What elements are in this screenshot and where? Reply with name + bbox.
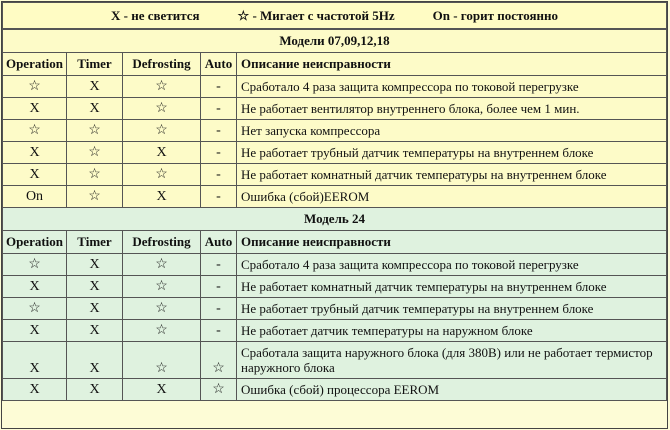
cell-description: Сработало 4 раза защита компрессора по токовой перегрузке	[237, 254, 667, 276]
cell-operation: X	[3, 342, 67, 379]
table-row	[3, 98, 667, 120]
cell-auto: -	[201, 76, 237, 98]
cell-timer: X	[67, 98, 123, 120]
cell-timer: ☆	[67, 164, 123, 186]
cell-timer: X	[67, 342, 123, 379]
cell-defrosting: ☆	[123, 342, 201, 379]
cell-operation: X	[3, 164, 67, 186]
cell-operation: ☆	[3, 120, 67, 142]
section-title-row	[3, 29, 667, 53]
header-defrosting: Defrosting	[123, 231, 201, 254]
cell-defrosting: ☆	[123, 120, 201, 142]
cell-defrosting: X	[123, 142, 201, 164]
cell-defrosting: ☆	[123, 254, 201, 276]
cell-operation: On	[3, 186, 67, 208]
cell-description: Не работает комнатный датчик температуры на внутреннем блоке	[237, 164, 667, 186]
cell-auto: -	[201, 186, 237, 208]
cell-auto: -	[201, 320, 237, 342]
cell-defrosting: ☆	[123, 76, 201, 98]
cell-timer: X	[67, 76, 123, 98]
header-operation: Operation	[3, 231, 67, 254]
cell-operation: ☆	[3, 254, 67, 276]
table-row	[3, 142, 667, 164]
table-row	[3, 298, 667, 320]
column-header-row	[3, 53, 667, 76]
cell-operation: ☆	[3, 76, 67, 98]
cell-defrosting: X	[123, 186, 201, 208]
cell-operation: X	[3, 98, 67, 120]
cell-defrosting: ☆	[123, 320, 201, 342]
cell-operation: X	[3, 142, 67, 164]
header-description: Описание неисправности	[237, 53, 667, 76]
cell-auto: -	[201, 98, 237, 120]
table-row	[3, 186, 667, 208]
cell-operation: X	[3, 276, 67, 298]
header-defrosting: Defrosting	[123, 53, 201, 76]
cell-operation: X	[3, 379, 67, 401]
cell-timer: X	[67, 254, 123, 276]
cell-auto: -	[201, 254, 237, 276]
header-description: Описание неисправности	[237, 231, 667, 254]
table-row	[3, 276, 667, 298]
legend-row	[3, 3, 667, 30]
cell-description: Не работает датчик температуры на наружном блоке	[237, 320, 667, 342]
header-timer: Timer	[67, 231, 123, 254]
cell-description: Ошибка (сбой) процессора EEROM	[237, 379, 667, 401]
table-row	[3, 164, 667, 186]
cell-defrosting: X	[123, 379, 201, 401]
error-code-table-sheet	[1, 1, 668, 429]
cell-defrosting: ☆	[123, 298, 201, 320]
cell-description: Сработала защита наружного блока (для 380В) или не работает термистор наружного блока	[237, 342, 667, 379]
legend-always-on: On - горит постоянно	[432, 7, 558, 23]
legend	[7, 9, 662, 23]
cell-description: Ошибка (сбой)EEROM	[237, 186, 667, 208]
column-header-row	[3, 231, 667, 254]
cell-auto: -	[201, 276, 237, 298]
table-row	[3, 254, 667, 276]
cell-description: Сработало 4 раза защита компрессора по токовой перегрузке	[237, 76, 667, 98]
cell-defrosting: ☆	[123, 98, 201, 120]
cell-timer: X	[67, 320, 123, 342]
cell-operation: ☆	[3, 298, 67, 320]
table-row	[3, 76, 667, 98]
header-auto: Auto	[201, 231, 237, 254]
cell-timer: ☆	[67, 142, 123, 164]
header-operation: Operation	[3, 53, 67, 76]
header-timer: Timer	[67, 53, 123, 76]
cell-description: Не работает комнатный датчик температуры на внутреннем блоке	[237, 276, 667, 298]
cell-timer: X	[67, 276, 123, 298]
table-row	[3, 320, 667, 342]
section-title: Модели 07,09,12,18	[3, 29, 667, 53]
error-code-table	[2, 2, 667, 401]
cell-auto: -	[201, 142, 237, 164]
cell-timer: ☆	[67, 120, 123, 142]
cell-operation: X	[3, 320, 67, 342]
cell-description: Не работает трубный датчик температуры на внутреннем блоке	[237, 298, 667, 320]
cell-timer: X	[67, 298, 123, 320]
section-title: Модель 24	[3, 208, 667, 231]
cell-auto: ☆	[201, 379, 237, 401]
legend-not-lit: X - не светится	[111, 7, 200, 23]
cell-timer: ☆	[67, 186, 123, 208]
cell-auto: -	[201, 164, 237, 186]
cell-auto: -	[201, 120, 237, 142]
cell-description: Нет запуска компрессора	[237, 120, 667, 142]
cell-auto: -	[201, 298, 237, 320]
section-title-row	[3, 208, 667, 231]
sections	[3, 29, 667, 401]
cell-defrosting: ☆	[123, 164, 201, 186]
header-auto: Auto	[201, 53, 237, 76]
legend-blinking: ☆ - Мигает с частотой 5Hz	[237, 7, 395, 23]
cell-timer: X	[67, 379, 123, 401]
cell-defrosting: ☆	[123, 276, 201, 298]
table-row	[3, 120, 667, 142]
table-row	[3, 342, 667, 379]
cell-description: Не работает вентилятор внутреннего блока, более чем 1 мин.	[237, 98, 667, 120]
cell-auto: ☆	[201, 342, 237, 379]
cell-description: Не работает трубный датчик температуры на внутреннем блоке	[237, 142, 667, 164]
table-row	[3, 379, 667, 401]
